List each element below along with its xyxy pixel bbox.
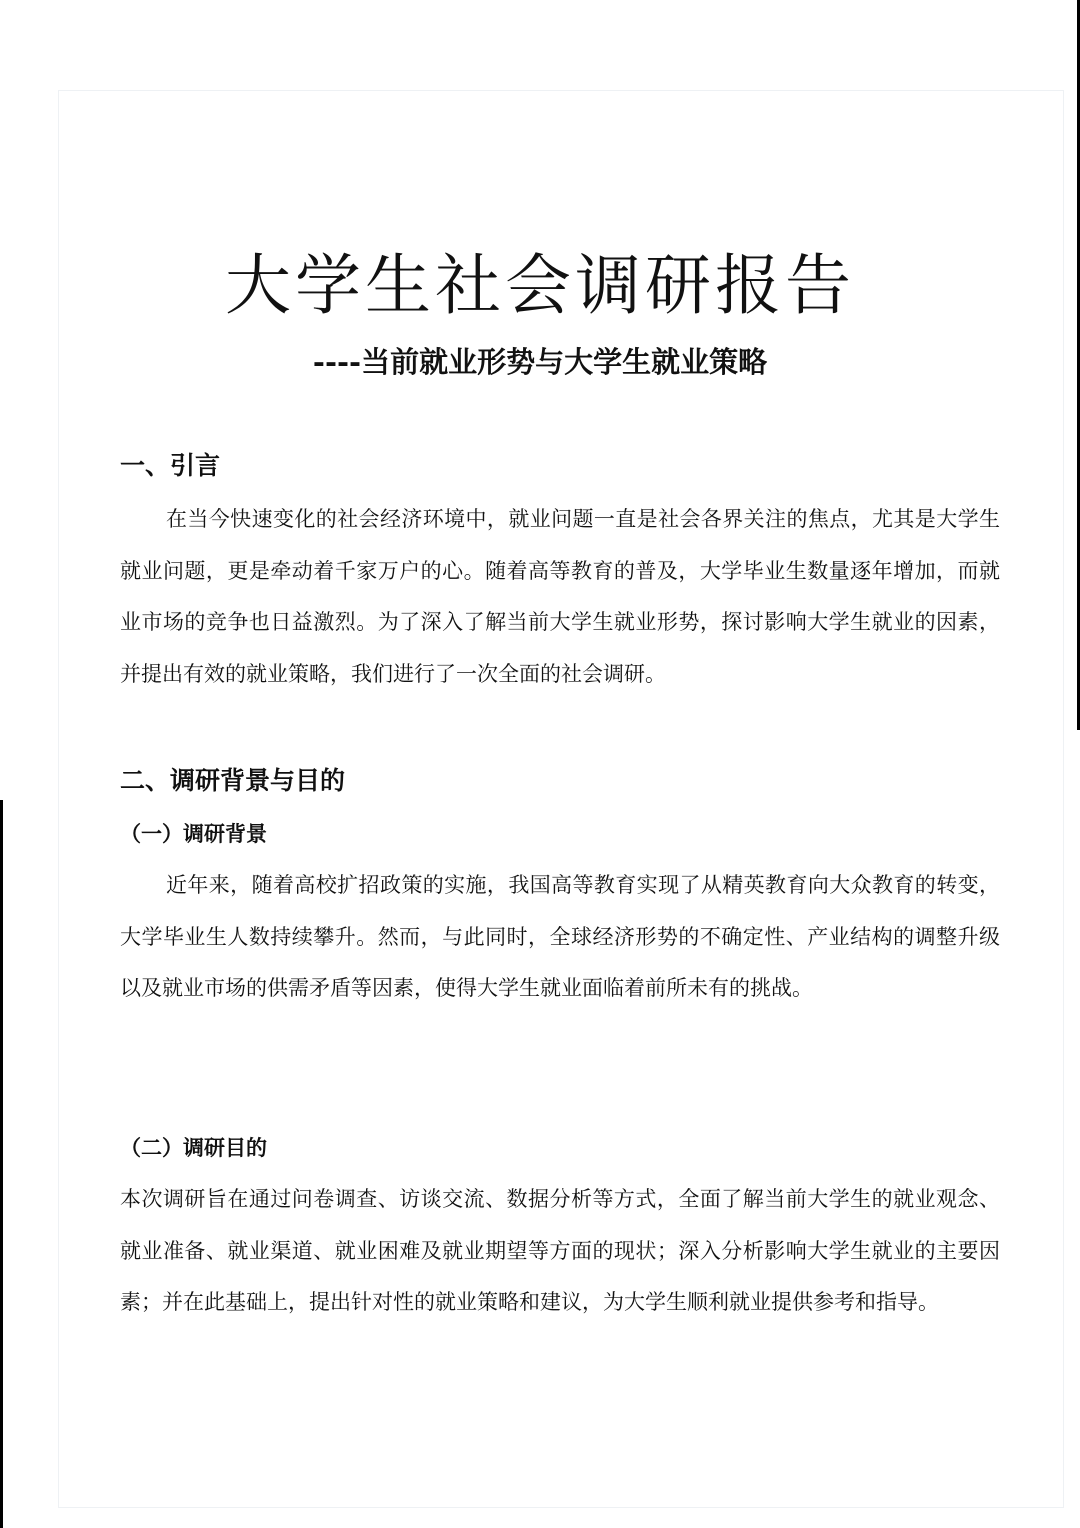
scan-edge-left [0, 800, 3, 1528]
document-title: 大学生社会调研报告 [225, 247, 855, 324]
subsection-heading-background: （一）调研背景 [120, 821, 267, 846]
subsection-heading-purpose: （二）调研目的 [120, 1135, 267, 1160]
background-paragraph: 近年来，随着高校扩招政策的实施，我国高等教育实现了从精英教育向大众教育的转变，大学毕业生人数持续攀升。然而，与此同时，全球经济形势的不确定性、产业结构的调整升级以及就业市场的供需矛盾等因素，使得大学生就业面临着前所未有的挑战。 [120, 873, 1000, 1000]
section-heading-introduction: 一、引言 [120, 451, 221, 480]
document-subtitle: ----当前就业形势与大学生就业策略 [312, 345, 768, 379]
purpose-paragraph: 本次调研旨在通过问卷调查、访谈交流、数据分析等方式，全面了解当前大学生的就业观念、就业准备、就业渠道、就业困难及就业期望等方面的现状；深入分析影响大学生就业的主要因素；并在此基础上，提出针对性的就业策略和建议，为大学生顺利就业提供参考和指导。 [120, 1187, 1000, 1314]
section-heading-background-purpose: 二、调研背景与目的 [120, 766, 346, 795]
introduction-paragraph: 在当今快速变化的社会经济环境中，就业问题一直是社会各界关注的焦点，尤其是大学生就业问题，更是牵动着千家万户的心。随着高等教育的普及，大学毕业生数量逐年增加，而就业市场的竞争也日益激烈。为了深入了解当前大学生就业形势，探讨影响大学生就业的因素，并提出有效的就业策略，我们进行了一次全面的社会调研。 [120, 507, 1000, 686]
